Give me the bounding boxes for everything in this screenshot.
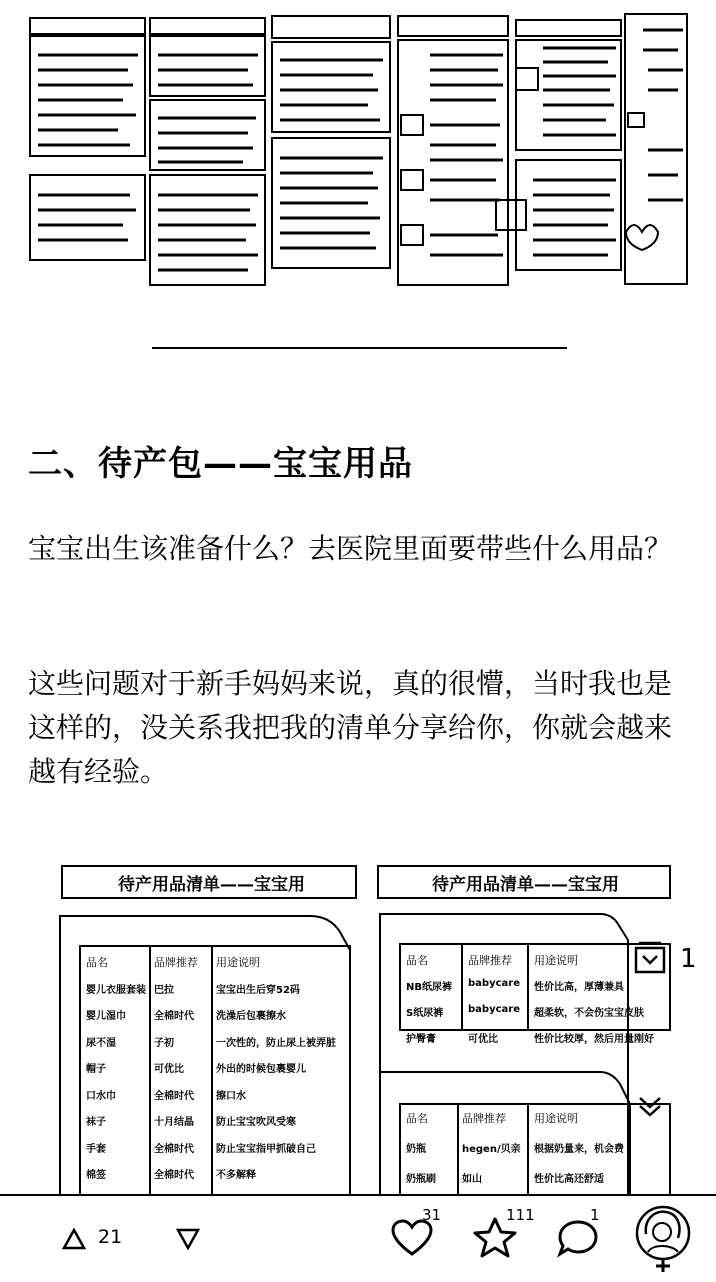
- upvote-icon[interactable]: [62, 1228, 86, 1250]
- like-count: 31: [422, 1206, 442, 1224]
- table-cell: 口水巾: [86, 1090, 116, 1102]
- table-cell: hegen/贝亲: [462, 1144, 521, 1155]
- table-cell: NB纸尿裤: [406, 982, 452, 993]
- table-header-cell: 用途说明: [534, 1112, 578, 1125]
- collection-count: 1: [680, 944, 697, 974]
- table-header-cell: 品名: [406, 954, 428, 967]
- star-count: 111: [506, 1206, 535, 1224]
- table-cell: 袜子: [86, 1117, 106, 1128]
- section-heading: 二、待产包——宝宝用品: [28, 444, 413, 484]
- comment-count: 1: [590, 1206, 600, 1224]
- checklist-image-bottom[interactable]: [0, 858, 716, 1196]
- table-cell: 尿不湿: [86, 1037, 116, 1049]
- avatar[interactable]: [634, 1204, 692, 1274]
- comment-icon[interactable]: [556, 1218, 600, 1258]
- table-cell: 一次性的，防止尿上被弄脏: [216, 1037, 336, 1049]
- table-cell: 防止宝宝指甲抓破自己: [216, 1143, 316, 1155]
- table-cell: 宝宝出生后穿52码: [216, 984, 300, 996]
- table-cell: 手套: [86, 1143, 106, 1155]
- table-cell: 全棉时代: [154, 1170, 194, 1181]
- heart-icon[interactable]: [390, 1218, 434, 1258]
- table-cell: babycare: [468, 978, 520, 989]
- table-cell: 十月结晶: [154, 1117, 194, 1128]
- chevron-double-down-icon[interactable]: [636, 1092, 664, 1120]
- table-cell: 婴儿湿巾: [86, 1011, 126, 1022]
- table-cell: 可优比: [154, 1064, 184, 1075]
- paragraph-question: 宝宝出生该准备什么？去医院里面要带些什么用品？: [28, 532, 673, 565]
- checklist-image-top[interactable]: [18, 0, 698, 290]
- left-table-title: 待产用品清单——宝宝用: [118, 875, 305, 895]
- table-cell: 性价比高，厚薄兼具: [534, 982, 624, 993]
- collection-folder-icon[interactable]: [634, 940, 666, 974]
- table-cell: 奶瓶刷: [406, 1174, 436, 1185]
- table-header-cell: 用途说明: [534, 954, 578, 967]
- table-cell: 巴拉: [154, 984, 174, 996]
- right-table-title: 待产用品清单——宝宝用: [432, 875, 619, 895]
- bottom-action-bar: [0, 1194, 716, 1282]
- table-cell: 棉签: [86, 1170, 106, 1181]
- table-cell: 奶瓶: [406, 1144, 426, 1155]
- table-header-cell: 用途说明: [216, 956, 260, 969]
- table-cell: 擦口水: [216, 1090, 246, 1102]
- table-cell: babycare: [468, 1004, 520, 1015]
- paragraph-intro: 这些问题对于新手妈妈来说，真的很懵，当时我也是这样的，没关系我把我的清单分享给你，你就会越来越有经验。: [28, 667, 673, 788]
- table-cell: 根据奶量来，机会费: [534, 1144, 624, 1155]
- table-cell: S纸尿裤: [406, 1008, 444, 1019]
- downvote-icon[interactable]: [176, 1228, 200, 1250]
- table-cell: 超柔软，不会伤宝宝皮肤: [534, 1008, 644, 1019]
- table-header-cell: 品牌推荐: [468, 954, 512, 967]
- table-cell: 防止宝宝吹风受寒: [216, 1117, 296, 1128]
- table-cell: 外出的时候包裹婴儿: [216, 1064, 306, 1075]
- table-cell: 性价比较厚，然后用量刚好: [534, 1034, 654, 1045]
- table-header-cell: 品名: [406, 1112, 428, 1125]
- table-cell: 婴儿衣服套装: [86, 984, 146, 996]
- table-cell: 可优比: [468, 1034, 498, 1045]
- table-header-cell: 品牌推荐: [154, 956, 198, 969]
- table-cell: 全棉时代: [154, 1090, 194, 1102]
- upvote-count: 21: [98, 1226, 123, 1248]
- section-divider: [152, 347, 567, 349]
- table-cell: 洗澡后包裹擦水: [216, 1011, 286, 1022]
- table-cell: 不多解释: [216, 1170, 256, 1181]
- table-cell: 子初: [154, 1037, 174, 1049]
- table-header-cell: 品名: [86, 956, 108, 969]
- table-cell: 性价比高还舒适: [534, 1174, 604, 1185]
- table-cell: 全棉时代: [154, 1143, 194, 1155]
- table-cell: 如山: [462, 1174, 482, 1185]
- table-cell: 帽子: [86, 1064, 106, 1075]
- table-cell: 全棉时代: [154, 1011, 194, 1022]
- table-cell: 护臀膏: [406, 1034, 436, 1045]
- table-header-cell: 品牌推荐: [462, 1112, 506, 1125]
